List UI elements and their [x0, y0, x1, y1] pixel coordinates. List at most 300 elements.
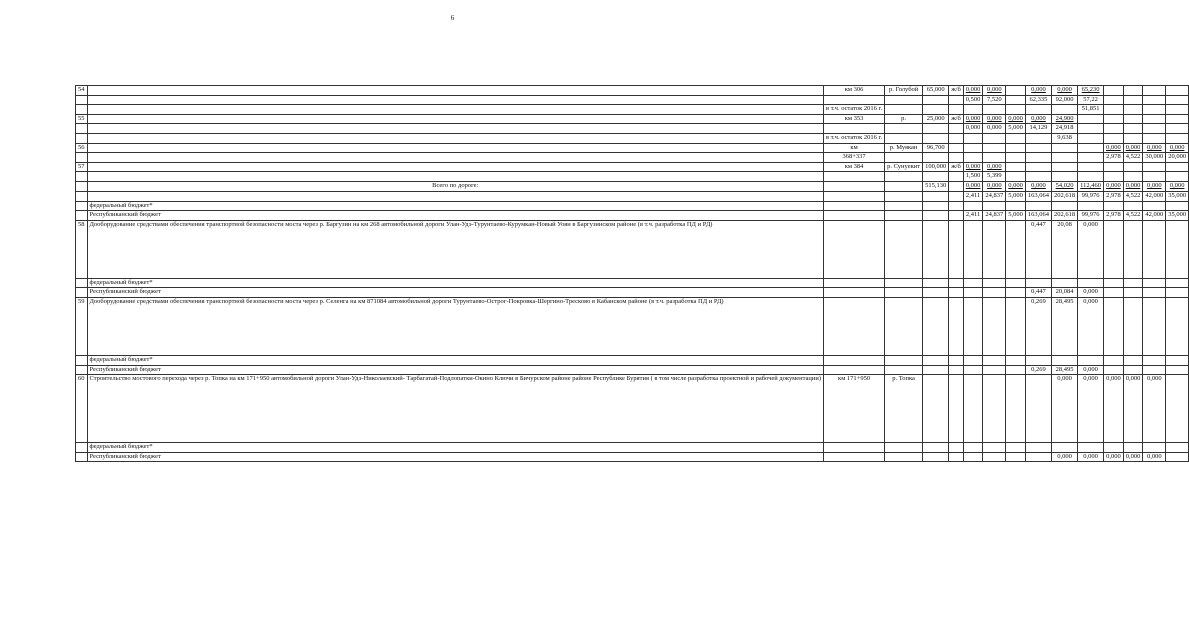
- cell-value-2: [1006, 278, 1026, 288]
- cell-value-8: [1143, 220, 1166, 278]
- cell-value-4: [1052, 162, 1078, 172]
- cell-value-5: 57,22: [1078, 95, 1104, 105]
- cell-value-4: 20,08: [1052, 220, 1078, 278]
- cell-value-9: [1166, 297, 1189, 355]
- cell-length: [923, 443, 949, 453]
- cell-value-1: [983, 288, 1006, 298]
- cell-value-4: 0,000: [1052, 452, 1078, 462]
- table-row: [76, 181, 1189, 191]
- cell-value-8: 0,000: [1143, 375, 1166, 443]
- cell-length: [923, 365, 949, 375]
- cell-value-4: 0,000: [1052, 86, 1078, 96]
- cell-value-3: [1025, 105, 1051, 115]
- cell-value-4: 92,000: [1052, 95, 1078, 105]
- cell-length: [923, 95, 949, 105]
- cell-value-3: [1025, 375, 1051, 443]
- cell-river: [885, 124, 923, 134]
- cell-value-8: [1143, 355, 1166, 365]
- cell-value-4: 28,495: [1052, 297, 1078, 355]
- cell-no: [76, 172, 88, 182]
- cell-type: ж/б: [949, 162, 964, 172]
- cell-value-0: [963, 133, 983, 143]
- cell-value-2: [1006, 143, 1026, 153]
- cell-value-3: [1025, 143, 1051, 153]
- cell-km: [824, 201, 885, 211]
- cell-value-7: 0,000: [1123, 143, 1143, 153]
- cell-no: [76, 211, 88, 221]
- cell-river: [885, 105, 923, 115]
- cell-value-0: 0,000: [963, 162, 983, 172]
- cell-value-9: 0,000: [1166, 181, 1189, 191]
- cell-length: 25,000: [923, 114, 949, 124]
- cell-value-3: [1025, 172, 1051, 182]
- cell-river: [885, 95, 923, 105]
- cell-type: [949, 191, 964, 201]
- cell-type: [949, 452, 964, 462]
- cell-no: [76, 153, 88, 163]
- cell-value-6: [1104, 220, 1124, 278]
- cell-value-5: [1078, 278, 1104, 288]
- cell-length: 100,000: [923, 162, 949, 172]
- cell-desc: [87, 95, 824, 105]
- cell-river: [885, 365, 923, 375]
- table-row: [76, 452, 1189, 462]
- cell-km: [824, 297, 885, 355]
- cell-value-3: 163,064: [1025, 191, 1051, 201]
- cell-value-4: 202,618: [1052, 191, 1078, 201]
- cell-value-8: [1143, 162, 1166, 172]
- cell-type: [949, 211, 964, 221]
- cell-km: [824, 172, 885, 182]
- cell-value-9: 35,000: [1166, 211, 1189, 221]
- cell-km: в т.ч. остаток 2016 г.: [824, 105, 885, 115]
- cell-value-1: 24,837: [983, 211, 1006, 221]
- cell-no: [76, 191, 88, 201]
- cell-value-7: [1123, 288, 1143, 298]
- cell-value-0: [963, 365, 983, 375]
- cell-desc: Республиканский бюджет: [87, 452, 824, 462]
- cell-km: [824, 452, 885, 462]
- cell-value-7: [1123, 105, 1143, 115]
- cell-value-5: 0,000: [1078, 452, 1104, 462]
- cell-value-6: [1104, 365, 1124, 375]
- table-row: [76, 95, 1189, 105]
- cell-desc: федеральный бюджет*: [87, 201, 824, 211]
- cell-value-9: [1166, 452, 1189, 462]
- cell-value-4: [1052, 143, 1078, 153]
- cell-km: км: [824, 143, 885, 153]
- table-row: [76, 153, 1189, 163]
- cell-desc: [87, 133, 824, 143]
- cell-value-1: [983, 443, 1006, 453]
- cell-value-1: 5,399: [983, 172, 1006, 182]
- cell-value-0: [963, 297, 983, 355]
- cell-value-8: 42,000: [1143, 191, 1166, 201]
- table-row: [76, 278, 1189, 288]
- cell-river: р.: [885, 114, 923, 124]
- cell-value-4: [1052, 278, 1078, 288]
- cell-desc: [87, 114, 824, 124]
- cell-length: [923, 211, 949, 221]
- cell-no: [76, 278, 88, 288]
- cell-river: [885, 172, 923, 182]
- cell-value-8: [1143, 105, 1166, 115]
- cell-value-9: [1166, 443, 1189, 453]
- cell-value-9: [1166, 365, 1189, 375]
- cell-value-2: [1006, 220, 1026, 278]
- cell-value-1: 0,000: [983, 114, 1006, 124]
- cell-value-1: 0,000: [983, 162, 1006, 172]
- cell-value-1: [983, 105, 1006, 115]
- cell-value-2: 5,000: [1006, 191, 1026, 201]
- cell-value-9: [1166, 86, 1189, 96]
- cell-desc: федеральный бюджет*: [87, 278, 824, 288]
- cell-desc: [87, 124, 824, 134]
- cell-value-1: 7,520: [983, 95, 1006, 105]
- cell-value-1: 24,837: [983, 191, 1006, 201]
- cell-value-7: [1123, 220, 1143, 278]
- cell-value-8: [1143, 114, 1166, 124]
- cell-value-6: [1104, 162, 1124, 172]
- table-row: [76, 297, 1189, 355]
- cell-type: [949, 220, 964, 278]
- cell-length: [923, 172, 949, 182]
- cell-type: [949, 172, 964, 182]
- cell-value-9: [1166, 355, 1189, 365]
- cell-length: [923, 191, 949, 201]
- cell-no: [76, 105, 88, 115]
- cell-value-7: [1123, 86, 1143, 96]
- cell-value-3: 0,000: [1025, 86, 1051, 96]
- cell-value-3: 0,447: [1025, 288, 1051, 298]
- cell-value-6: [1104, 443, 1124, 453]
- cell-desc: Дооборудование средствами обеспечения транспортной безопасности моста через р. Баргузин на км 268 автомобильной дороги Улан-Удэ-Турунтаево-Курумкан-Новый Уоян в Баргузинском районе (в т.ч. разработка ПД и РД): [87, 220, 824, 278]
- cell-value-6: [1104, 114, 1124, 124]
- cell-type: [949, 365, 964, 375]
- cell-value-1: [983, 153, 1006, 163]
- cell-value-3: 14,129: [1025, 124, 1051, 134]
- cell-value-7: [1123, 365, 1143, 375]
- cell-km: [824, 443, 885, 453]
- cell-value-1: 0,000: [983, 181, 1006, 191]
- cell-value-4: [1052, 153, 1078, 163]
- cell-value-0: [963, 288, 983, 298]
- table-row: [76, 365, 1189, 375]
- cell-value-9: [1166, 172, 1189, 182]
- cell-value-8: [1143, 172, 1166, 182]
- cell-no: [76, 288, 88, 298]
- cell-value-6: [1104, 133, 1124, 143]
- cell-value-3: 0,269: [1025, 297, 1051, 355]
- cell-value-6: [1104, 86, 1124, 96]
- table-row: [76, 162, 1189, 172]
- cell-value-5: 0,000: [1078, 365, 1104, 375]
- cell-no: 54: [76, 86, 88, 96]
- cell-no: [76, 181, 88, 191]
- cell-type: [949, 297, 964, 355]
- cell-type: [949, 105, 964, 115]
- cell-desc: [87, 162, 824, 172]
- cell-value-4: 24,900: [1052, 114, 1078, 124]
- cell-value-4: 20,084: [1052, 288, 1078, 298]
- cell-desc: Дооборудование средствами обеспечения транспортной безопасности моста через р. Селенга на км 871084 автомобильной дороги Турунтаево-Острог-Покровка-Шергино-Тресково в Кабанском районе (в т.ч. разработка ПД и РД): [87, 297, 824, 355]
- cell-km: [824, 220, 885, 278]
- cell-value-2: [1006, 375, 1026, 443]
- cell-value-2: [1006, 443, 1026, 453]
- cell-value-2: 0,000: [1006, 181, 1026, 191]
- cell-value-4: 202,618: [1052, 211, 1078, 221]
- cell-value-9: [1166, 278, 1189, 288]
- cell-value-6: 0,000: [1104, 452, 1124, 462]
- table-row: [76, 172, 1189, 182]
- cell-value-3: [1025, 201, 1051, 211]
- cell-value-7: 4,522: [1123, 153, 1143, 163]
- cell-value-5: 65,230: [1078, 86, 1104, 96]
- cell-value-3: 0,000: [1025, 181, 1051, 191]
- cell-value-8: 0,000: [1143, 181, 1166, 191]
- cell-value-7: [1123, 133, 1143, 143]
- cell-km: 368+337: [824, 153, 885, 163]
- cell-value-8: [1143, 288, 1166, 298]
- cell-value-2: [1006, 297, 1026, 355]
- cell-river: [885, 133, 923, 143]
- cell-value-1: [983, 278, 1006, 288]
- cell-value-3: 163,064: [1025, 211, 1051, 221]
- cell-length: [923, 133, 949, 143]
- cell-value-3: 0,269: [1025, 365, 1051, 375]
- cell-desc: Республиканский бюджет: [87, 211, 824, 221]
- cell-value-1: [983, 220, 1006, 278]
- cell-value-5: [1078, 133, 1104, 143]
- cell-type: ж/б: [949, 114, 964, 124]
- cell-no: 60: [76, 375, 88, 443]
- cell-value-5: 0,000: [1078, 288, 1104, 298]
- cell-river: р. Сунуекит: [885, 162, 923, 172]
- cell-desc: Республиканский бюджет: [87, 288, 824, 298]
- cell-value-1: [983, 365, 1006, 375]
- cell-no: [76, 201, 88, 211]
- cell-value-4: 54,020: [1052, 181, 1078, 191]
- cell-value-5: [1078, 162, 1104, 172]
- cell-value-1: [983, 133, 1006, 143]
- cell-type: [949, 181, 964, 191]
- cell-type: [949, 355, 964, 365]
- cell-value-6: 2,978: [1104, 211, 1124, 221]
- cell-value-2: [1006, 452, 1026, 462]
- cell-length: [923, 278, 949, 288]
- cell-km: км 384: [824, 162, 885, 172]
- cell-value-0: [963, 220, 983, 278]
- cell-value-4: [1052, 172, 1078, 182]
- cell-no: 58: [76, 220, 88, 278]
- cell-value-2: 5,000: [1006, 124, 1026, 134]
- cell-km: [824, 278, 885, 288]
- cell-value-4: 24,918: [1052, 124, 1078, 134]
- cell-value-4: [1052, 201, 1078, 211]
- table-row: [76, 191, 1189, 201]
- cell-value-0: [963, 355, 983, 365]
- cell-value-1: [983, 375, 1006, 443]
- cell-river: [885, 443, 923, 453]
- cell-value-8: [1143, 365, 1166, 375]
- cell-desc: [87, 191, 824, 201]
- cell-km: [824, 95, 885, 105]
- cell-value-6: [1104, 124, 1124, 134]
- cell-value-1: [983, 201, 1006, 211]
- cell-value-6: [1104, 288, 1124, 298]
- cell-value-2: [1006, 86, 1026, 96]
- cell-length: [923, 124, 949, 134]
- cell-type: ж/б: [949, 86, 964, 96]
- cell-km: км 171+950: [824, 375, 885, 443]
- cell-value-8: [1143, 443, 1166, 453]
- cell-value-4: 28,495: [1052, 365, 1078, 375]
- cell-value-6: [1104, 355, 1124, 365]
- cell-type: [949, 375, 964, 443]
- cell-no: [76, 133, 88, 143]
- cell-value-9: [1166, 201, 1189, 211]
- cell-value-5: 99,976: [1078, 191, 1104, 201]
- cell-value-8: [1143, 278, 1166, 288]
- cell-river: [885, 278, 923, 288]
- cell-value-6: [1104, 201, 1124, 211]
- table-row: [76, 86, 1189, 96]
- cell-no: [76, 452, 88, 462]
- cell-river: [885, 288, 923, 298]
- cell-value-0: 1,500: [963, 172, 983, 182]
- cell-value-3: [1025, 443, 1051, 453]
- cell-value-0: 0,000: [963, 124, 983, 134]
- cell-value-9: [1166, 133, 1189, 143]
- cell-value-5: 0,000: [1078, 220, 1104, 278]
- cell-value-0: [963, 153, 983, 163]
- cell-value-5: [1078, 443, 1104, 453]
- cell-value-2: 0,000: [1006, 114, 1026, 124]
- cell-value-7: [1123, 124, 1143, 134]
- cell-value-5: [1078, 172, 1104, 182]
- cell-value-8: 0,000: [1143, 452, 1166, 462]
- cell-river: [885, 452, 923, 462]
- cell-value-3: 0,447: [1025, 220, 1051, 278]
- table-row: [76, 133, 1189, 143]
- cell-value-7: [1123, 114, 1143, 124]
- cell-length: [923, 297, 949, 355]
- cell-km: км 306: [824, 86, 885, 96]
- cell-river: [885, 191, 923, 201]
- cell-type: [949, 143, 964, 153]
- cell-value-8: [1143, 95, 1166, 105]
- cell-value-2: [1006, 172, 1026, 182]
- cell-value-2: [1006, 288, 1026, 298]
- cell-no: [76, 124, 88, 134]
- cell-value-9: [1166, 288, 1189, 298]
- budget-table: [75, 85, 1189, 462]
- cell-km: [824, 355, 885, 365]
- cell-value-6: [1104, 105, 1124, 115]
- cell-value-1: [983, 297, 1006, 355]
- cell-value-2: [1006, 162, 1026, 172]
- page-number: 6: [450, 14, 455, 22]
- cell-river: [885, 181, 923, 191]
- cell-value-5: [1078, 153, 1104, 163]
- cell-value-8: 42,000: [1143, 211, 1166, 221]
- cell-value-7: [1123, 278, 1143, 288]
- cell-value-3: 0,000: [1025, 114, 1051, 124]
- cell-value-7: [1123, 443, 1143, 453]
- cell-value-5: 0,000: [1078, 297, 1104, 355]
- cell-value-5: 51,851: [1078, 105, 1104, 115]
- table-row: [76, 355, 1189, 365]
- cell-type: [949, 153, 964, 163]
- cell-type: [949, 201, 964, 211]
- cell-length: [923, 220, 949, 278]
- cell-value-6: 0,000: [1104, 181, 1124, 191]
- cell-km: в т.ч. остаток 2016 г.: [824, 133, 885, 143]
- cell-type: [949, 95, 964, 105]
- table-row: [76, 124, 1189, 134]
- cell-value-0: [963, 143, 983, 153]
- cell-value-0: [963, 201, 983, 211]
- cell-no: [76, 355, 88, 365]
- cell-type: [949, 278, 964, 288]
- cell-value-4: 0,000: [1052, 375, 1078, 443]
- cell-no: 55: [76, 114, 88, 124]
- cell-value-6: 0,000: [1104, 375, 1124, 443]
- cell-value-0: [963, 443, 983, 453]
- cell-value-7: 4,522: [1123, 191, 1143, 201]
- cell-value-0: 2,411: [963, 191, 983, 201]
- cell-no: [76, 95, 88, 105]
- cell-value-1: [983, 143, 1006, 153]
- cell-value-5: [1078, 143, 1104, 153]
- cell-length: 515,130: [923, 181, 949, 191]
- cell-value-4: 9,638: [1052, 133, 1078, 143]
- cell-value-0: [963, 278, 983, 288]
- table-row: [76, 114, 1189, 124]
- cell-desc: [87, 172, 824, 182]
- cell-value-7: [1123, 201, 1143, 211]
- cell-length: [923, 201, 949, 211]
- cell-value-7: [1123, 355, 1143, 365]
- cell-km: [824, 288, 885, 298]
- cell-no: [76, 365, 88, 375]
- cell-desc: Всего по дороге:: [87, 181, 824, 191]
- cell-value-9: [1166, 114, 1189, 124]
- cell-km: [824, 124, 885, 134]
- cell-river: [885, 297, 923, 355]
- cell-river: р. Топка: [885, 375, 923, 443]
- cell-length: 96,700: [923, 143, 949, 153]
- cell-value-5: [1078, 124, 1104, 134]
- cell-length: [923, 105, 949, 115]
- cell-value-2: [1006, 95, 1026, 105]
- cell-type: [949, 288, 964, 298]
- cell-river: р. Голубой: [885, 86, 923, 96]
- cell-value-6: [1104, 172, 1124, 182]
- cell-value-7: [1123, 172, 1143, 182]
- cell-desc: Республиканский бюджет: [87, 365, 824, 375]
- table-row: [76, 375, 1189, 443]
- cell-value-5: [1078, 114, 1104, 124]
- cell-desc: [87, 153, 824, 163]
- cell-value-2: [1006, 355, 1026, 365]
- cell-value-7: 0,000: [1123, 452, 1143, 462]
- table-row: [76, 211, 1189, 221]
- cell-km: [824, 365, 885, 375]
- table-row: [76, 201, 1189, 211]
- cell-value-0: [963, 105, 983, 115]
- cell-km: [824, 181, 885, 191]
